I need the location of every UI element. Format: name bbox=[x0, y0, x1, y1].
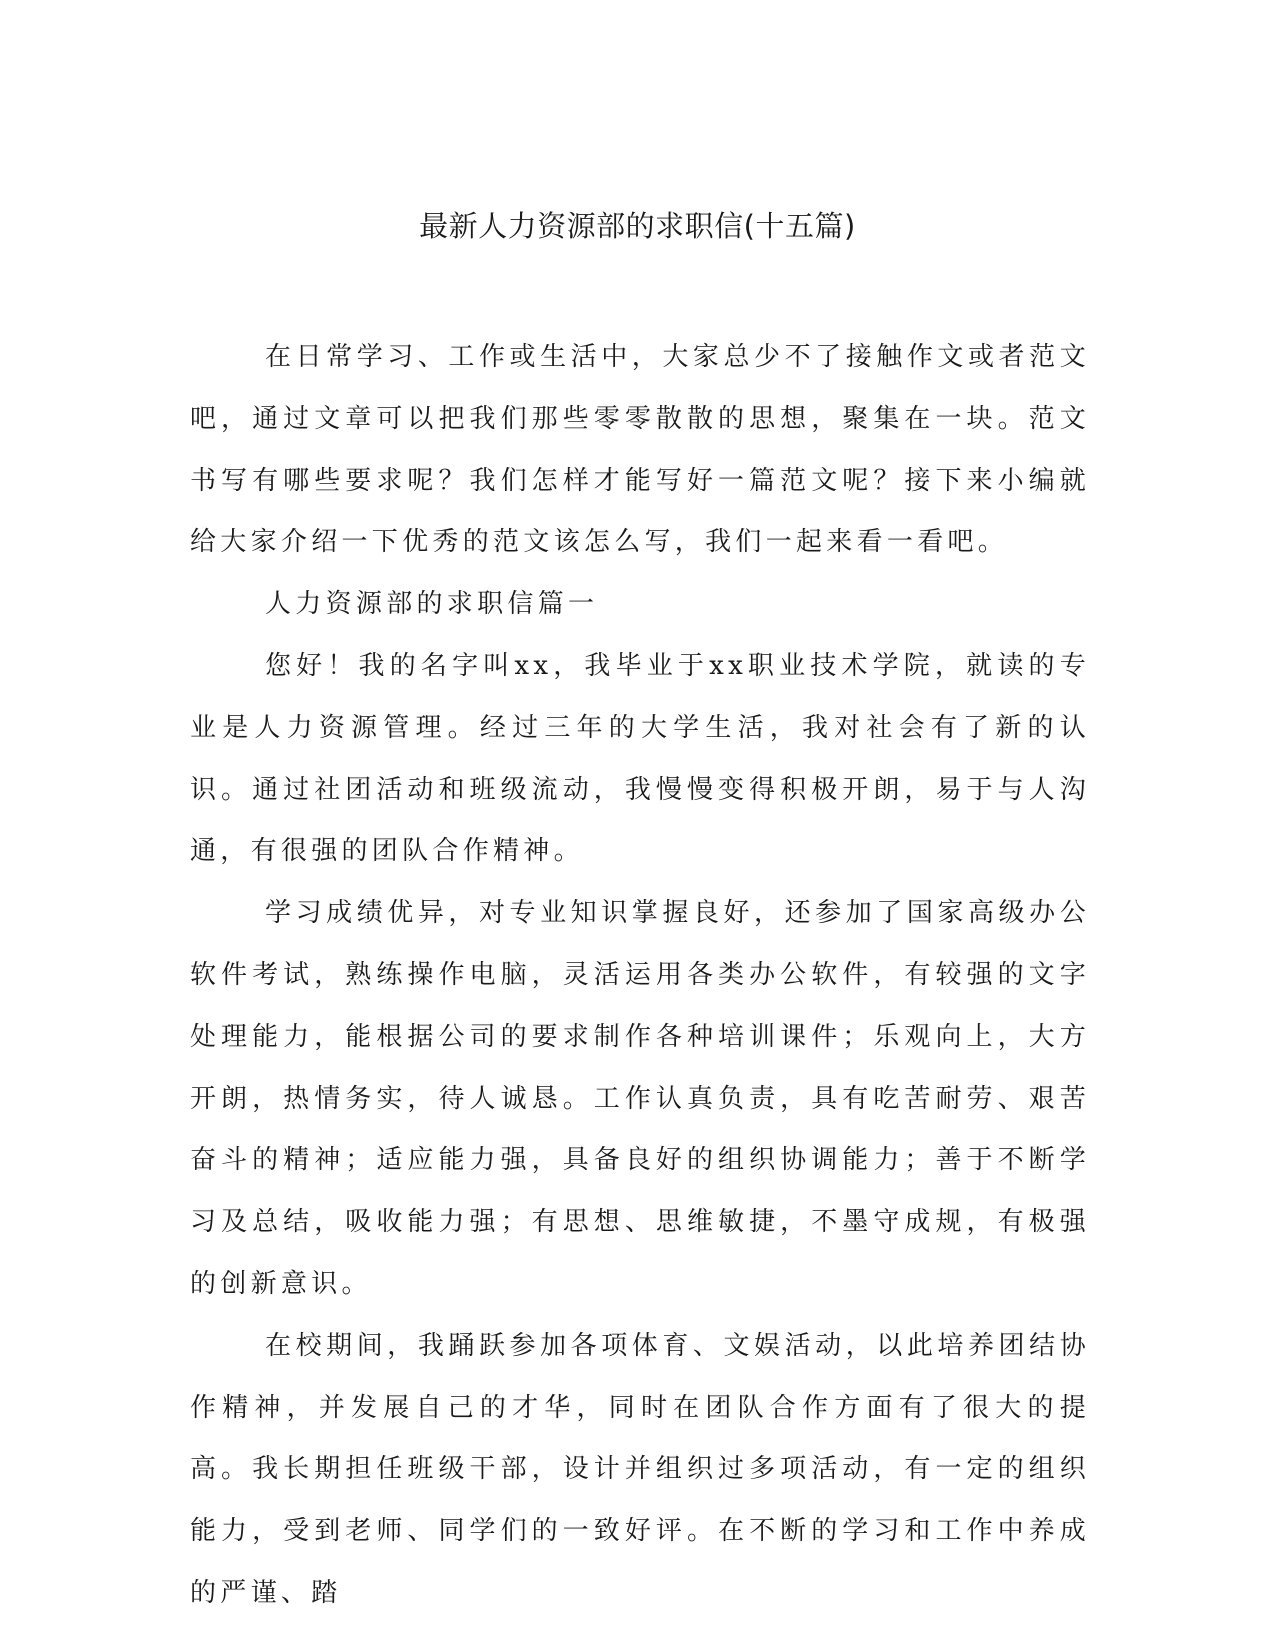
body-paragraph: 在校期间，我踊跃参加各项体育、文娱活动，以此培养团结协作精神，并发展自己的才华，同时在团队合作方面有了很大的提高。我长期担任班级干部，设计并组织过多项活动，有一定的组织能力，受到老师、同学们的一致好评。在不断的学习和工作中养成的严谨、踏 bbox=[190, 1330, 1090, 1608]
body-paragraph: 您好！我的名字叫xx，我毕业于xx职业技术学院，就读的专业是人力资源管理。经过三年的大学生活，我对社会有了新的认识。通过社团活动和班级流动，我慢慢变得积极开朗，易于与人沟通，有很强的团队合作精神。 bbox=[190, 650, 1090, 867]
body-paragraph: 学习成绩优异，对专业知识掌握良好，还参加了国家高级办公软件考试，熟练操作电脑，灵活运用各类办公软件，有较强的文字处理能力，能根据公司的要求制作各种培训课件；乐观向上，大方开朗，热情务实，待人诚恳。工作认真负责，具有吃苦耐劳、艰苦奋斗的精神；适应能力强，具备良好的组织协调能力；善于不断学习及总结，吸收能力强；有思想、思维敏捷，不墨守成规，有极强的创新意识。 bbox=[190, 898, 1090, 1299]
document-body bbox=[190, 327, 1090, 1625]
document-title: 最新人力资源部的求职信(十五篇) bbox=[419, 209, 856, 243]
intro-paragraph: 在日常学习、工作或生活中，大家总少不了接触作文或者范文吧，通过文章可以把我们那些零零散散的思想，聚集在一块。范文书写有哪些要求呢？我们怎样才能写好一篇范文呢？接下来小编就给大家介绍一下优秀的范文该怎么写，我们一起来看一看吧。 bbox=[190, 342, 1090, 558]
section-heading: 人力资源部的求职信篇一 bbox=[265, 589, 599, 620]
